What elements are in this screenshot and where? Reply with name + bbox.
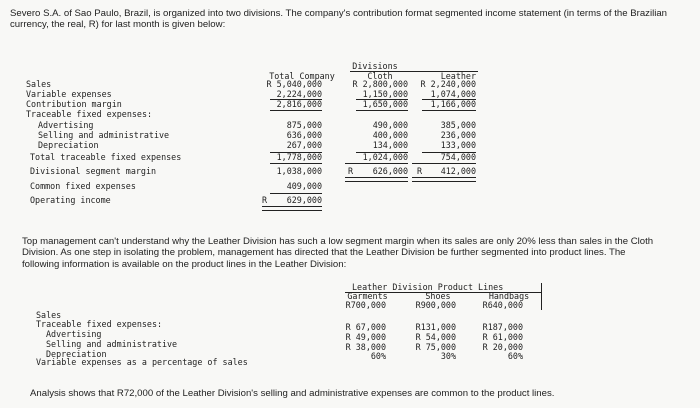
row-label-total-traceable: Total traceable fixed expenses <box>30 152 182 162</box>
row-label-depreciation: Depreciation <box>38 140 99 150</box>
row-label-operating-income: Operating income <box>30 195 111 205</box>
leather-sales: R 2,240,000 <box>420 79 476 89</box>
cloth-cm: 1,650,000 <box>362 99 408 109</box>
handbags-separator <box>541 283 542 310</box>
row-label-segment-margin: Divisional segment margin <box>30 166 157 176</box>
cloth-sales: R 2,800,000 <box>352 79 408 89</box>
cloth-rule-4 <box>345 163 408 164</box>
total-traceable: 1,778,000 <box>276 152 322 162</box>
garments-variable-pct: 60% <box>370 351 386 361</box>
leather-rule-4 <box>412 163 476 164</box>
cloth-rule-2 <box>356 110 408 111</box>
handbags-selling-admin: R 61,000 <box>482 332 523 342</box>
total-selling-admin: 636,000 <box>286 130 322 140</box>
total-common-fixed: 409,000 <box>286 181 322 191</box>
total-rule-2 <box>270 110 322 111</box>
total-double-rule <box>262 206 322 211</box>
cloth-variable: 1,150,000 <box>362 89 408 99</box>
col-header-cloth: Cloth <box>367 71 393 81</box>
leather-traceable: 754,000 <box>440 152 476 162</box>
cloth-depreciation: 134,000 <box>372 140 408 150</box>
total-oi-currency: R <box>262 195 268 205</box>
pl-label-sales: Sales <box>36 310 62 320</box>
total-advertising: 875,000 <box>286 120 322 130</box>
shoes-depreciation: R 75,000 <box>415 342 456 352</box>
col-header-shoes: Shoes <box>425 291 451 301</box>
total-cm: 2,816,000 <box>276 99 322 109</box>
cloth-selling-admin: 400,000 <box>372 130 408 140</box>
col-header-garments: Garments <box>347 291 388 301</box>
divisions-header: Divisions <box>352 61 398 71</box>
leather-double-rule <box>412 177 476 182</box>
pl-label-selling-admin: Selling and administrative <box>46 339 178 349</box>
cloth-traceable: 1,024,000 <box>362 152 408 162</box>
pl-label-variable-pct: Variable expenses as a percentage of sales <box>36 357 248 367</box>
garments-depreciation: R 38,000 <box>345 342 386 352</box>
product-lines-title: Leather Division Product Lines <box>352 282 504 292</box>
leather-selling-admin: 236,000 <box>440 130 476 140</box>
col-header-total: Total Company <box>269 71 335 81</box>
cloth-advertising: 490,000 <box>372 120 408 130</box>
row-label-common-fixed: Common fixed expenses <box>30 181 136 191</box>
total-sales: R 5,040,000 <box>266 79 322 89</box>
management-paragraph: Top management can't understand why the Leather Division has such a low segment margin when its sales are only 20% less than sales in the Cloth Division. As one step in isolating the problem, management has directed that the Leather Division be further segmented into product lines. The following information is available on the product lines in the Leather Division: <box>22 236 654 270</box>
shoes-advertising: R131,000 <box>415 322 456 332</box>
cloth-margin-currency: R <box>348 166 354 176</box>
leather-cm: 1,166,000 <box>430 99 476 109</box>
leather-advertising: 385,000 <box>440 120 476 130</box>
leather-margin-currency: R <box>417 166 423 176</box>
pl-label-traceable: Traceable fixed expenses: <box>36 319 163 329</box>
handbags-advertising: R187,000 <box>482 322 523 332</box>
shoes-sales: R900,000 <box>415 300 456 310</box>
col-header-leather: Leather <box>440 71 476 81</box>
row-label-sales: Sales <box>26 79 52 89</box>
analysis-paragraph: Analysis shows that R72,000 of the Leather Division's selling and administrative expenses are common to the product lines. <box>30 388 555 399</box>
leather-depreciation: 133,000 <box>440 140 476 150</box>
leather-segment-margin: 412,000 <box>440 166 476 176</box>
row-label-contribution-margin: Contribution margin <box>26 99 122 109</box>
intro-paragraph: Severo S.A. of Sao Paulo, Brazil, is organized into two divisions. The company's contribution format segmented income statement (in terms of the Brazilian currency, the real, R) for last month is given below: <box>10 8 668 31</box>
total-variable: 2,224,000 <box>276 89 322 99</box>
cloth-segment-margin: 626,000 <box>372 166 408 176</box>
leather-variable: 1,074,000 <box>430 89 476 99</box>
leather-rule-2 <box>422 110 476 111</box>
row-label-traceable-fixed: Traceable fixed expenses: <box>26 109 153 119</box>
garments-selling-admin: R 49,000 <box>345 332 386 342</box>
total-rule-5 <box>270 193 322 194</box>
garments-sales: R700,000 <box>345 300 386 310</box>
cloth-double-rule <box>345 177 408 182</box>
pl-label-advertising: Advertising <box>46 329 102 339</box>
handbags-depreciation: R 20,000 <box>482 342 523 352</box>
total-operating-income: 629,000 <box>286 195 322 205</box>
handbags-variable-pct: 60% <box>507 351 523 361</box>
pl-label-depreciation: Depreciation <box>46 349 107 359</box>
shoes-variable-pct: 30% <box>440 351 456 361</box>
garments-advertising: R 67,000 <box>345 322 386 332</box>
row-label-advertising: Advertising <box>38 120 94 130</box>
total-rule-4 <box>270 163 322 164</box>
shoes-selling-admin: R 54,000 <box>415 332 456 342</box>
total-segment-margin: 1,038,000 <box>276 166 322 176</box>
row-label-selling-admin: Selling and administrative <box>38 130 170 140</box>
col-header-handbags: Handbags <box>488 291 530 301</box>
row-label-variable-expenses: Variable expenses <box>26 89 112 99</box>
total-depreciation: 267,000 <box>286 140 322 150</box>
handbags-sales: R640,000 <box>482 300 523 310</box>
